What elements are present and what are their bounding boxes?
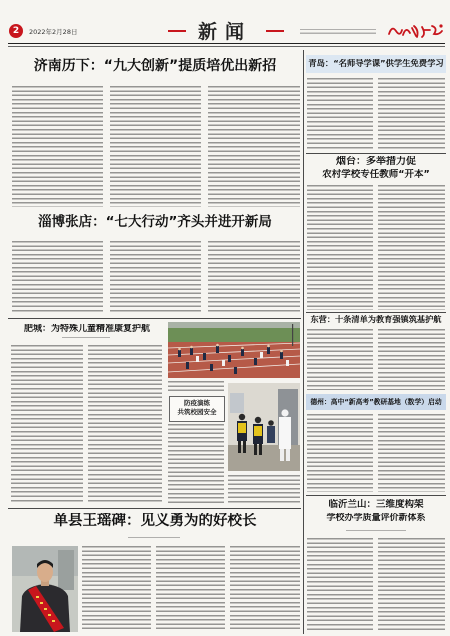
photo-running-track xyxy=(168,322,300,378)
article-body-text xyxy=(378,78,445,150)
article-body-text xyxy=(230,546,300,632)
sidebar-divider xyxy=(306,312,446,313)
section-title: 新闻 xyxy=(197,21,252,43)
photo-story-text xyxy=(168,424,224,504)
article-headline: 单县王瑶碑：见义勇为的好校长 xyxy=(53,513,257,529)
article-headline: 青岛：“名师导学课”供学生免费学习 xyxy=(308,59,444,68)
photo-story-text xyxy=(168,381,224,393)
photo-principal-portrait xyxy=(12,546,78,632)
photo-students-corridor xyxy=(228,383,300,471)
photo-story-text xyxy=(228,475,300,504)
article-body-text xyxy=(110,86,201,207)
article-body-text xyxy=(378,329,445,390)
article-body-text xyxy=(307,185,373,310)
article-body-text xyxy=(11,345,83,504)
article-body-text xyxy=(307,78,373,150)
column-divider xyxy=(303,50,304,634)
section-ornament-right xyxy=(266,30,284,32)
article-body-text xyxy=(110,241,201,313)
article-body-text xyxy=(307,414,373,492)
article-headline: 淄博张店：“七大行动”齐头并进开新局 xyxy=(38,214,272,230)
article-headline: 肥城：为特殊儿童精准康复护航 xyxy=(23,324,150,334)
photo-caption-line: 共筑校园安全 xyxy=(177,407,217,416)
article-headline: 临沂兰山：三维度构架 xyxy=(328,499,424,510)
article-body-text xyxy=(156,546,225,632)
article-body-text xyxy=(378,185,445,310)
article-headline: 德州：高中“新高考”教研基地（数学）启动 xyxy=(310,398,442,406)
sidebar-divider xyxy=(306,495,446,496)
article-body-text xyxy=(12,86,103,207)
article-headline: 东营：十条清单为教育强镇筑基护航 xyxy=(310,315,442,324)
article-body-text xyxy=(208,241,300,313)
issue-date: 2022年2月28日 xyxy=(29,28,78,36)
editor-credit-text xyxy=(300,29,376,34)
article-headline: 农村学校专任教师“开本” xyxy=(322,169,430,180)
article-body-text xyxy=(82,546,151,632)
article-body-text xyxy=(307,538,373,632)
article-headline: 烟台：多举措力促 xyxy=(336,156,416,167)
masthead-logo xyxy=(386,22,444,40)
article-byline xyxy=(346,530,406,533)
section-divider xyxy=(8,508,301,509)
page-number-badge: 2 xyxy=(9,24,23,38)
photo-caption-box xyxy=(169,396,225,422)
article-byline xyxy=(62,337,110,340)
section-divider xyxy=(8,318,301,319)
sidebar-divider xyxy=(306,153,446,154)
article-headline: 济南历下：“九大创新”提质培优出新招 xyxy=(33,58,277,74)
article-body-text xyxy=(378,414,445,492)
header-rule xyxy=(8,43,445,44)
article-headline: 学校办学质量评价新体系 xyxy=(326,513,426,523)
article-byline xyxy=(128,537,180,540)
header-rule-thin xyxy=(8,46,445,47)
article-body-text xyxy=(378,538,445,632)
article-body-text xyxy=(88,345,162,504)
article-body-text xyxy=(12,241,103,313)
photo-caption-line: 防疫演练 xyxy=(184,399,210,407)
article-body-text xyxy=(307,329,373,390)
article-body-text xyxy=(208,86,300,207)
